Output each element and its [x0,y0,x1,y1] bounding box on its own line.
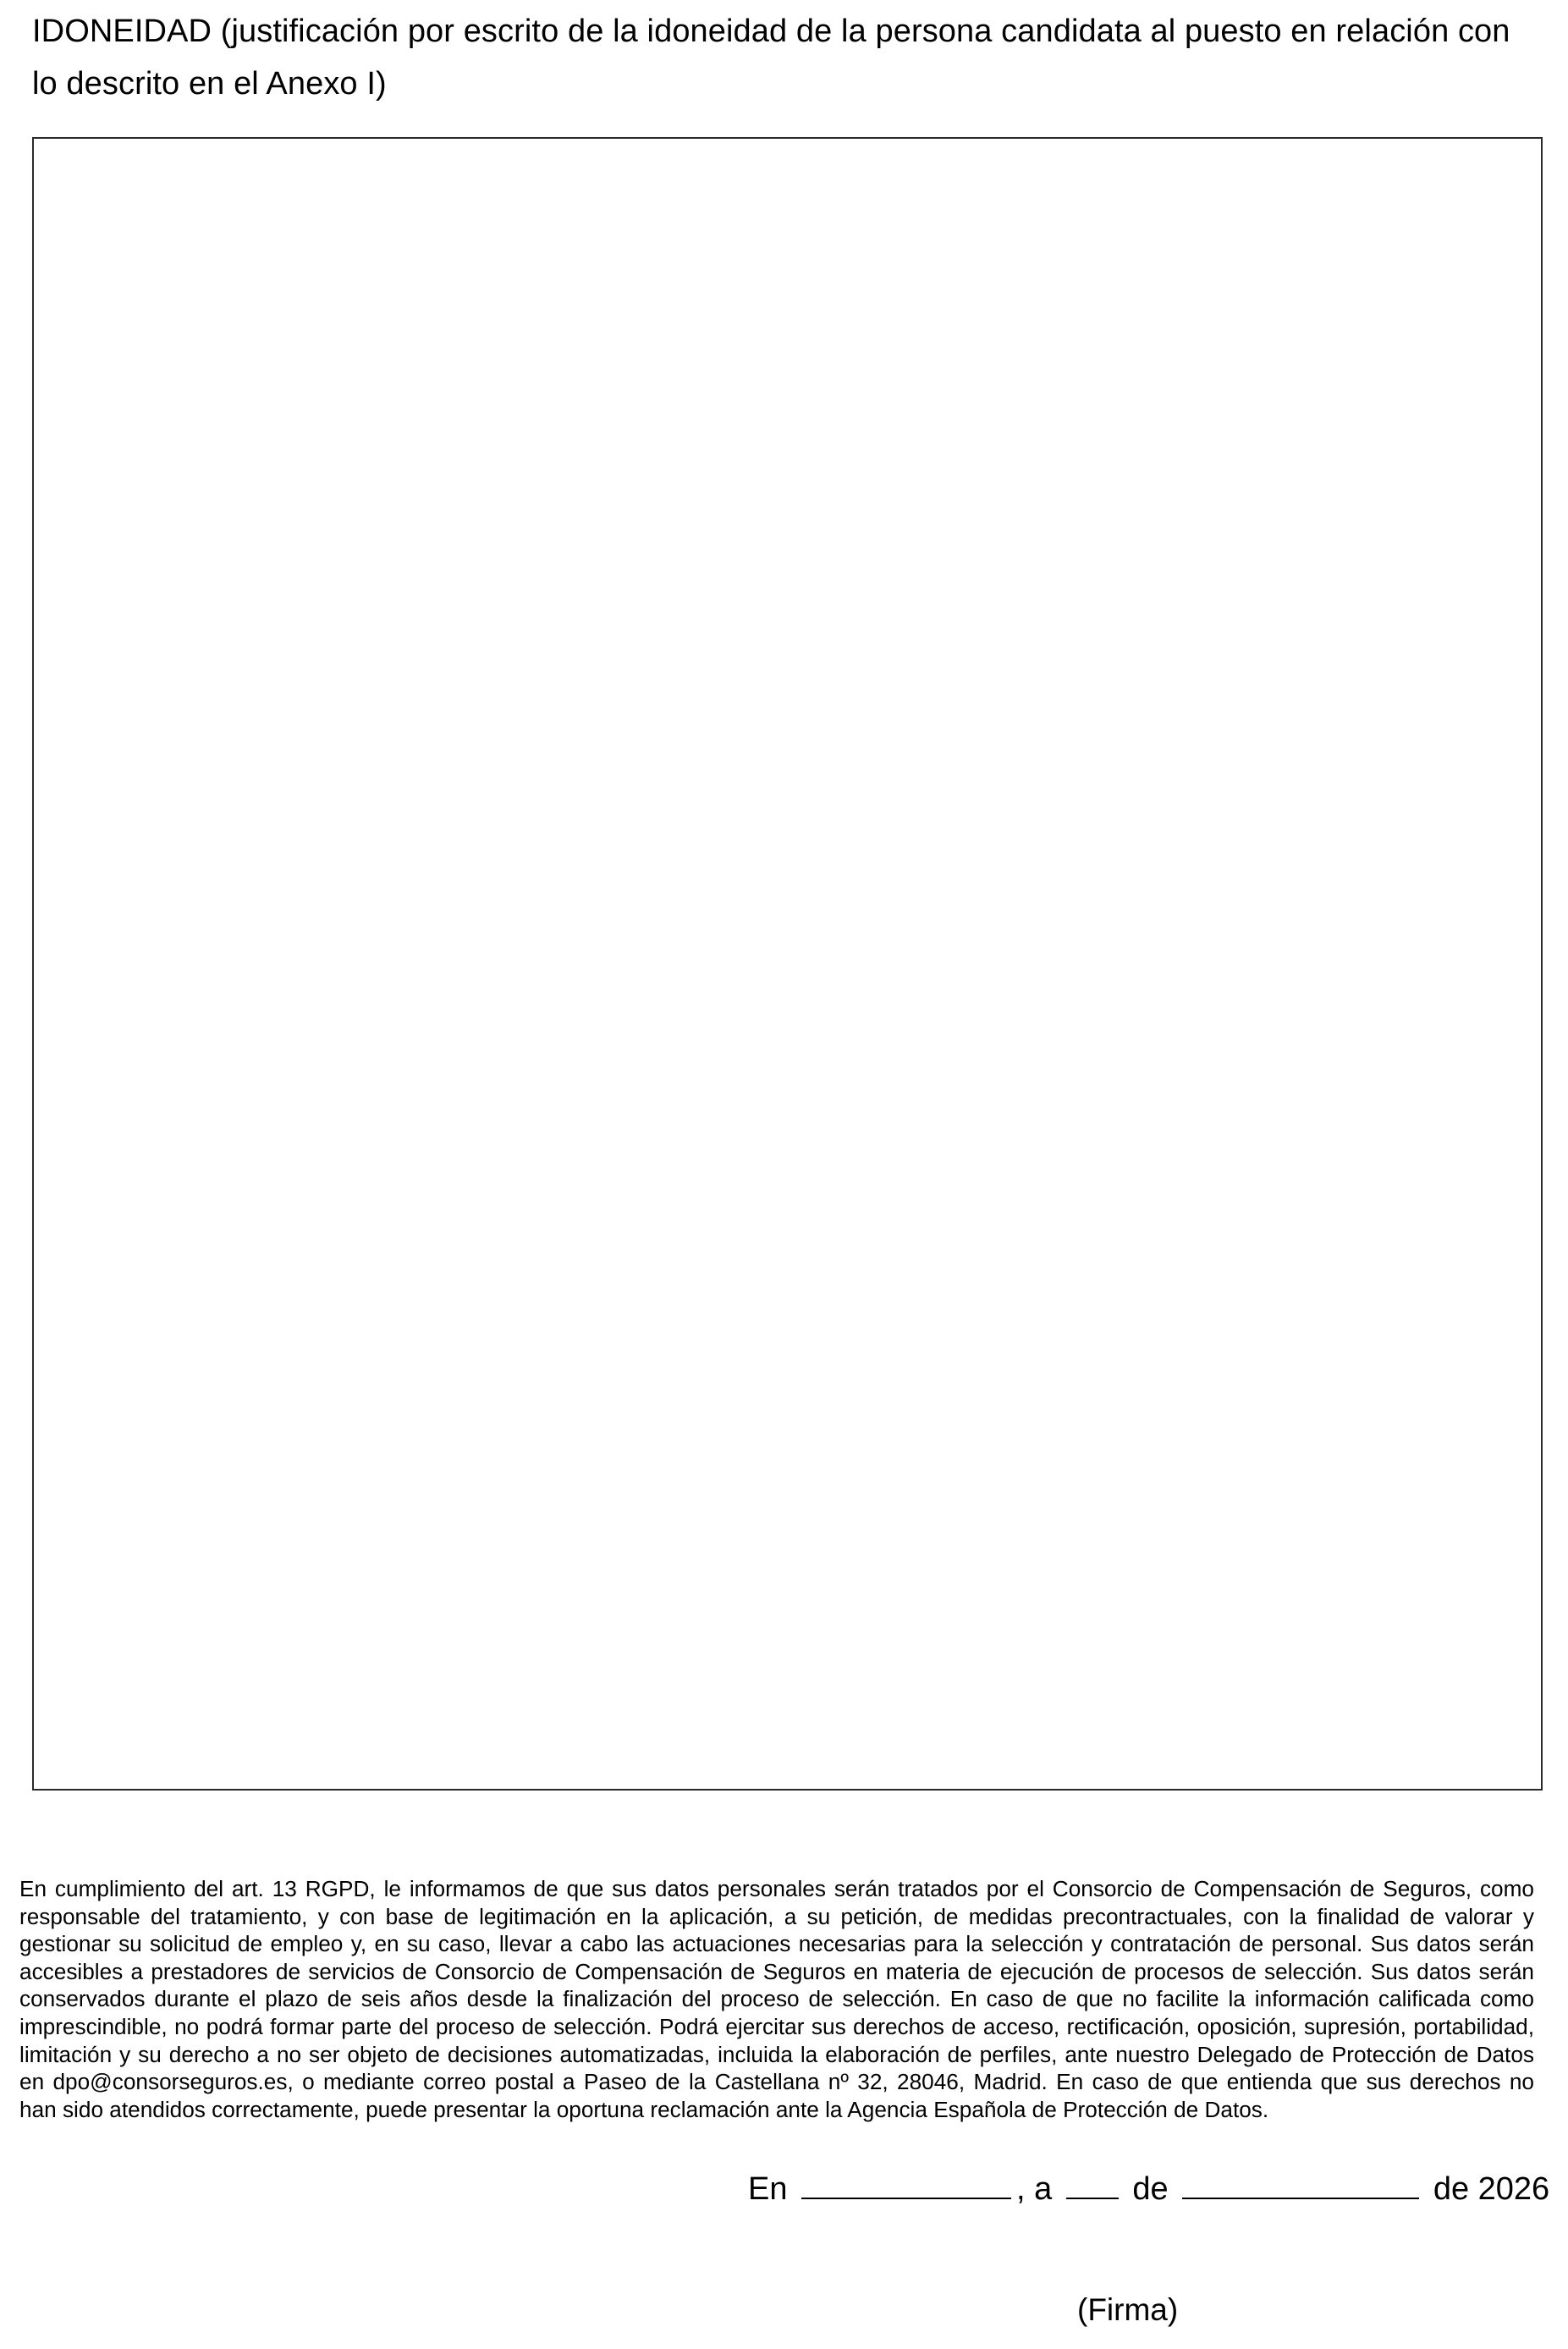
signature-label: (Firma) [1077,2292,1179,2327]
date-separator-a: , a [1016,2171,1053,2207]
date-separator-de: de [1132,2171,1169,2207]
privacy-notice-line: accesibles a prestadores de servicios de Consorcio de Compensación de Seguros en materia de ejecución de procesos de selección. Sus datos serán [19,1958,1534,1984]
day-blank-field[interactable] [1066,2169,1119,2199]
privacy-notice-line: conservados durante el plazo de seis años desde la finalización del proceso de selección. En caso de que no facilite la información calificada como [19,1986,1534,2012]
privacy-notice-line: han sido atendidos correctamente, puede presentar la oportuna reclamación ante la Agencia Española de Protección de Datos. [19,2096,1269,2122]
privacy-notice-line: limitación y su derecho a no ser objeto de decisiones automatizadas, incluida la elaboración de perfiles, ante nuestro Delegado de Protección de Datos [19,2041,1534,2067]
date-year-suffix: de 2026 [1433,2171,1550,2207]
place-date-line [748,2169,1549,2209]
privacy-notice-line: en dpo@consorseguros.es, o mediante correo postal a Paseo de la Castellana nº 32, 28046, Madrid. En caso de que entienda que sus derechos no [19,2069,1534,2095]
privacy-notice [19,1875,1534,2123]
privacy-notice-line: gestionar su solicitud de empleo y, en su caso, llevar a cabo las actuaciones necesarias para la selección y contratación de personal. Sus datos serán [19,1931,1534,1957]
privacy-notice-line: responsable del tratamiento, y con base de legitimación en la aplicación, a su petición, de medidas precontractuales, con la finalidad de valorar y [19,1903,1534,1929]
section-heading-line-1: IDONEIDAD (justificación por escrito de la idoneidad de la persona candidata al puesto en relación con [32,14,1510,49]
section-heading [32,5,1538,110]
privacy-notice-line: imprescindible, no podrá formar parte del proceso de selección. Podrá ejercitar sus derechos de acceso, rectificación, oposición, supresión, portabilidad, [19,2013,1534,2039]
justification-text-box[interactable] [32,137,1543,1791]
place-blank-field[interactable] [801,2169,1011,2199]
month-blank-field[interactable] [1182,2169,1419,2199]
privacy-notice-line: En cumplimiento del art. 13 RGPD, le informamos de que sus datos personales serán tratados por el Consorcio de Compensación de Seguros, como [19,1876,1534,1901]
date-prefix: En [748,2171,788,2207]
section-heading-line-2: lo descrito en el Anexo I) [32,66,387,102]
